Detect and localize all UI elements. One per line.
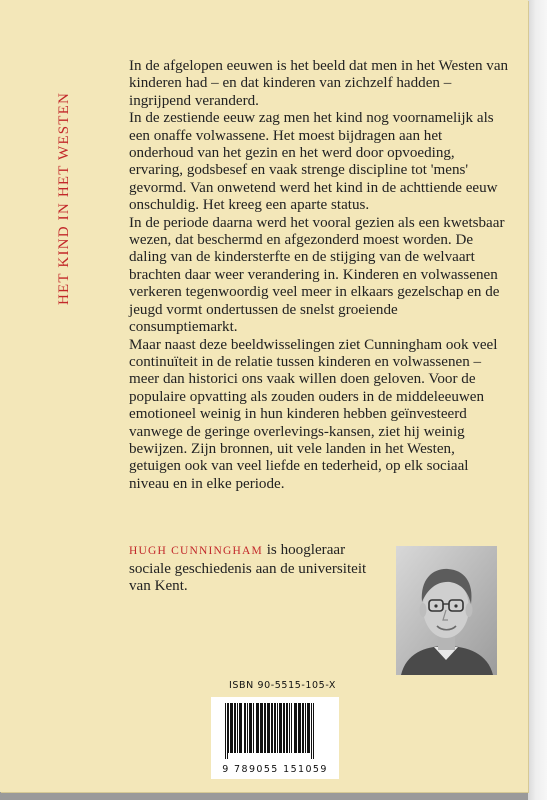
- barcode-bar: [291, 703, 292, 753]
- barcode-bars: [225, 703, 325, 759]
- isbn-label: ISBN 90-5515-105-X: [229, 680, 336, 691]
- barcode-bar: [277, 703, 278, 753]
- barcode-bar: [244, 703, 246, 753]
- barcode-bar: [271, 703, 273, 753]
- author-name: HUGH CUNNINGHAM: [129, 545, 263, 557]
- blurb-paragraph-1: In de afgelopen eeuwen is het beeld dat men in het Westen van kinderen had – en dat kinderen van zichzelf hadden – ingrijpend veranderd.: [129, 58, 509, 109]
- barcode-number: 9 789055 151059: [222, 764, 328, 775]
- barcode-bar: [249, 703, 252, 753]
- barcode-bar: [274, 703, 276, 753]
- blurb-text: [129, 58, 509, 493]
- barcode-bar: [234, 703, 236, 753]
- barcode-bar: [279, 703, 282, 753]
- barcode-bar: [294, 703, 297, 753]
- barcode-bar: [256, 703, 259, 753]
- page-block-edge: [528, 0, 547, 800]
- barcode-bar: [230, 703, 233, 753]
- barcode-bar: [289, 703, 290, 753]
- barcode-bar: [302, 703, 304, 753]
- barcode-bar: [283, 703, 285, 753]
- barcode-bar: [298, 703, 301, 753]
- barcode-bar: [260, 703, 263, 753]
- vertical-title: [52, 65, 78, 305]
- author-bio-text: is hoogleraar sociale geschiedenis aan de universiteit van Kent.: [129, 542, 367, 594]
- barcode-guard-bar: [225, 703, 226, 759]
- barcode-bar: [267, 703, 270, 753]
- barcode-bar: [247, 703, 248, 753]
- barcode-bar: [253, 703, 254, 753]
- barcode-bar: [237, 703, 238, 753]
- author-bio: [129, 542, 384, 596]
- barcode-guard-bar: [313, 703, 314, 759]
- blurb-paragraph-2: In de zestiende eeuw zag men het kind nog voornamelijk als een onaffe volwassene. Het moest bijdragen aan het onderhoud van het gezin en het werd door opvoeding, ervaring, godsbesef en vaak strenge discipline tot 'mens' gevormd. Van onwetend werd het kind in de achttiende eeuw onschuldig. Het kreeg een aparte status.: [129, 110, 498, 214]
- blurb-paragraph-3: In de periode daarna werd het vooral gezien als een kwetsbaar wezen, dat beschermd en afgezonderd moest worden. De daling van de kindersterfte en de stijging van de welvaart brachten daar weer verandering in. Kinderen en volwassenen verkeren tegenwoordig veel meer in elkaars gezelschap en de jeugd vormt ondertussen de snelst groeiende consumptiemarkt.: [129, 214, 505, 336]
- vertical-title-text: HET KIND IN HET WESTEN: [56, 91, 72, 305]
- blurb-paragraph-4: Maar naast deze beeldwisselingen ziet Cunningham ook veel continuïteit in de relatie tussen kinderen en volwassenen – meer dan historici ons vaak willen doen geloven. Voor de populaire opvatting als zouden ouders in de middeleeuwen emotioneel weinig in hun kinderen hebben geïnvesteerd vanwege de geringe overlevings-kansen, ziet hij weinig bewijzen. Zijn bronnen, uit vele landen in het Westen, getuigen ook van veel liefde en tederheid, op elk sociaal niveau en in elke periode.: [129, 336, 498, 492]
- barcode-bar: [305, 703, 306, 753]
- barcode-bar: [286, 703, 288, 753]
- barcode-bar: [307, 703, 310, 753]
- barcode-bar: [239, 703, 242, 753]
- barcode-bar: [264, 703, 266, 753]
- barcode-guard-bar: [227, 703, 228, 759]
- author-photo: [396, 546, 497, 675]
- barcode-guard-bar: [311, 703, 312, 759]
- author-portrait-image: [396, 546, 497, 675]
- barcode-bar: [228, 703, 229, 753]
